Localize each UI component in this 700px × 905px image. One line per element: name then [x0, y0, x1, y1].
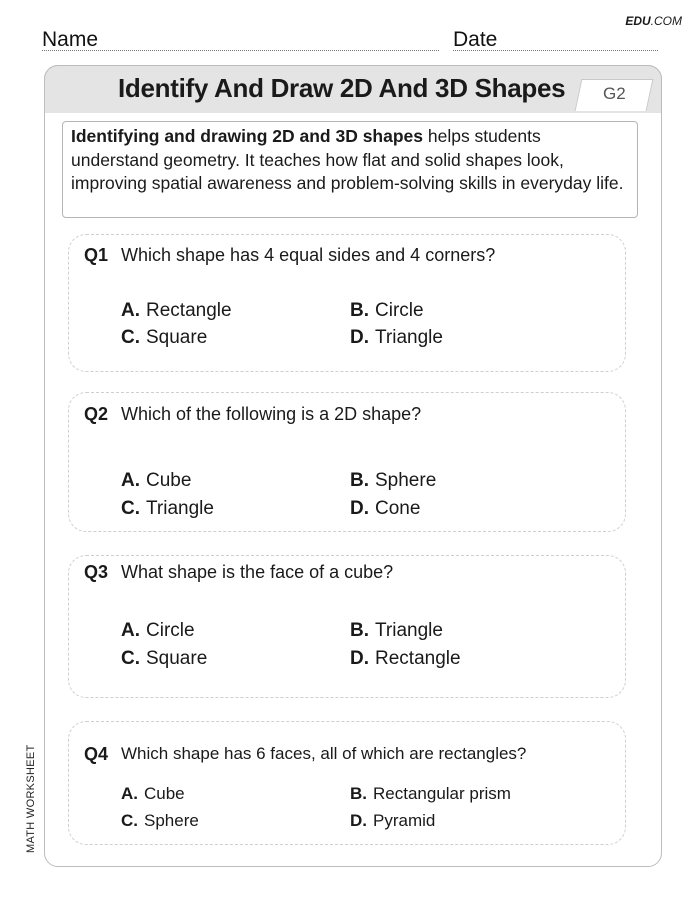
option: B. Sphere	[350, 470, 437, 491]
option: B. Triangle	[350, 620, 443, 641]
page-title: Identify And Draw 2D And 3D Shapes	[118, 73, 566, 103]
brand-logo: EDU.COM	[625, 14, 682, 28]
intro-text: helps students understand geometry. It teaches how flat and solid shapes look, improving spatial awareness and problem-solving skills in everyday life.	[71, 126, 624, 193]
side-label: MATH WORKSHEET	[25, 744, 37, 853]
option: C. Triangle	[121, 498, 214, 519]
question-number: Q3	[84, 562, 109, 582]
question-text: Which shape has 6 faces, all of which are rectangles?	[121, 744, 527, 763]
question-text: Which shape has 4 equal sides and 4 corners?	[121, 245, 496, 265]
option: D. Rectangle	[350, 648, 461, 669]
intro-bold: Identifying and drawing 2D and 3D shapes	[71, 126, 423, 146]
intro-box	[62, 121, 638, 218]
question-number: Q2	[84, 404, 109, 424]
option: A. Cube	[121, 784, 185, 803]
option: B. Circle	[350, 300, 424, 321]
grade-label: G2	[603, 84, 626, 103]
date-line	[453, 50, 658, 51]
question-number: Q4	[84, 744, 109, 764]
option: D. Triangle	[350, 327, 443, 348]
date-label: Date	[453, 28, 498, 51]
option: A. Circle	[121, 620, 195, 641]
option: A. Cube	[121, 470, 192, 491]
name-label: Name	[42, 28, 99, 51]
name-line	[42, 50, 439, 51]
option: A. Rectangle	[121, 300, 232, 321]
question-number: Q1	[84, 245, 109, 265]
option: C. Square	[121, 327, 208, 348]
option: D. Cone	[350, 498, 421, 519]
option: C. Square	[121, 648, 208, 669]
question-text: What shape is the face of a cube?	[121, 562, 394, 582]
option: D. Pyramid	[350, 811, 436, 830]
question-text: Which of the following is a 2D shape?	[121, 404, 422, 424]
option: C. Sphere	[121, 811, 199, 830]
option: B. Rectangular prism	[350, 784, 511, 803]
